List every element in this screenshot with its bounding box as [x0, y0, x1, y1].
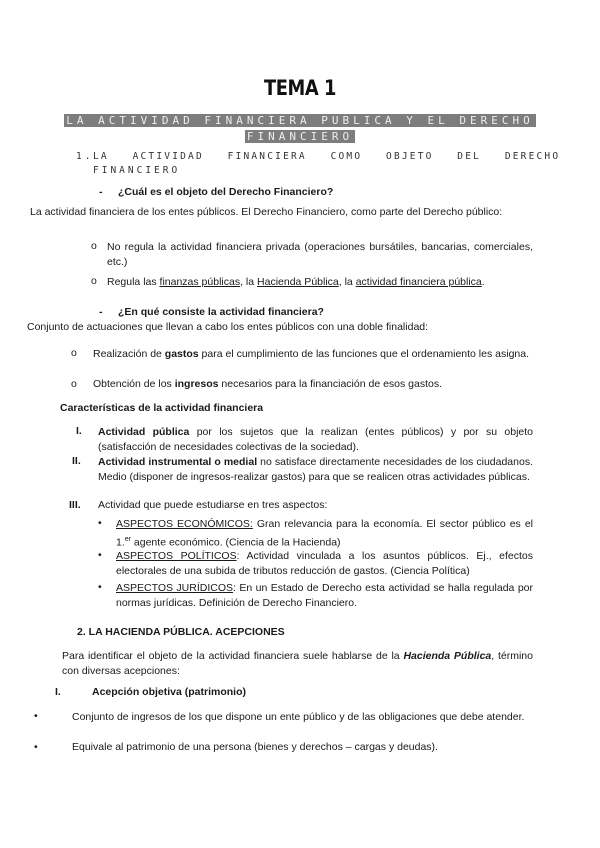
- section-1-heading: LA ACTIVIDAD FINANCIERA COMO OBJETO DEL DERECHO: [93, 151, 561, 162]
- list-item: Conjunto de ingresos de los que dispone un ente público y de las obligaciones que debe atender.: [72, 711, 525, 723]
- text: Gran relevancia para la economía. El sector público es el 1.: [116, 518, 533, 549]
- text: , término con diversas acepciones:: [62, 650, 533, 677]
- text: no satisface directamente necesidades de los ciudadanos. Medio (disponer de ingresos-realizar gastos) para que se realicen otras actividades públicas.: [98, 456, 533, 483]
- text: : En un Estado de Derecho esta actividad se halla regulada por normas jurídicas. Definición de Derecho Financiero.: [116, 582, 533, 609]
- list-item: [93, 347, 537, 362]
- text: necesarios para la financiación de esos gastos.: [218, 378, 443, 390]
- bullet: •: [98, 549, 102, 561]
- circle-bullet: o: [71, 378, 77, 390]
- dash-marker: -: [99, 186, 103, 198]
- text: Regula las: [107, 276, 160, 288]
- text: agente económico. (Ciencia de la Hacienda): [131, 536, 341, 549]
- bold-term: ingresos: [174, 378, 219, 390]
- characteristic-item: [98, 425, 533, 455]
- circle-bullet: o: [91, 240, 97, 252]
- roman-numeral: I.: [55, 686, 61, 698]
- paragraph: [62, 649, 533, 679]
- paragraph: Conjunto de actuaciones que llevan a cabo los entes públicos con una doble finalidad:: [27, 321, 429, 333]
- text: para el cumplimiento de las funciones que el ordenamiento les asigna.: [198, 348, 530, 360]
- dash-marker: -: [99, 306, 103, 318]
- italic-term: Hacienda Pública: [403, 650, 492, 662]
- aspect-item: [116, 581, 533, 611]
- text: Obtención de los: [93, 378, 175, 390]
- text: : Actividad vinculada a los asuntos públicos. Ej., efectos electorales de una subida de tributos reducción de gastos. (Ciencia Política): [116, 550, 534, 577]
- bullet: •: [98, 581, 102, 593]
- characteristic-item: Actividad que puede estudiarse en tres aspectos:: [98, 499, 328, 511]
- bullet: •: [98, 517, 102, 529]
- section-2-heading: 2. LA HACIENDA PÚBLICA. ACEPCIONES: [77, 626, 285, 638]
- aspect-item: [116, 517, 533, 551]
- roman-numeral: III.: [69, 499, 81, 511]
- bold-term: Actividad pública: [98, 426, 190, 438]
- list-item: [107, 275, 485, 290]
- question-heading: ¿Cuál es el objeto del Derecho Financiero?: [118, 186, 334, 198]
- text: Realización de: [93, 348, 165, 360]
- banner-line-1: LA ACTIVIDAD FINANCIERA PUBLICA Y EL DERECHO: [66, 114, 534, 127]
- characteristic-item: [98, 455, 533, 485]
- superscript: er: [124, 536, 131, 543]
- chapter-banner: [0, 113, 600, 145]
- circle-bullet: o: [71, 347, 77, 359]
- document-title: TEMA 1: [263, 76, 337, 100]
- characteristics-heading: Características de la actividad financiera: [60, 402, 264, 414]
- aspect-label: ASPECTOS ECONÓMICOS:: [116, 518, 253, 530]
- question-heading: ¿En qué consiste la actividad financiera?: [118, 306, 324, 318]
- list-item: Equivale al patrimonio de una persona (bienes y derechos – cargas y deudas).: [72, 741, 438, 753]
- text: , la: [240, 276, 258, 288]
- text: Para identificar el objeto de la actividad financiera suele hablarse de la: [62, 650, 404, 662]
- section-1-number: 1.: [76, 151, 94, 162]
- underlined-term: actividad financiera pública: [355, 276, 482, 288]
- bullet: •: [34, 741, 38, 753]
- aspect-label: ASPECTOS POLÍTICOS: [116, 550, 237, 562]
- banner-line-2: FINANCIERO: [246, 130, 354, 143]
- text: por los sujetos que la realizan (entes públicos) y por su objeto (satisfacción de necesidades colectivas de la sociedad).: [98, 426, 533, 453]
- aspect-label: ASPECTOS JURÍDICOS: [116, 582, 234, 594]
- circle-bullet: o: [91, 275, 97, 287]
- list-item: [93, 378, 442, 390]
- section-1-heading-cont: FINANCIERO: [93, 165, 181, 176]
- bold-term: Actividad instrumental o medial: [98, 456, 258, 468]
- list-item: No regula la actividad financiera privada (operaciones bursátiles, bancarias, comerciales, etc.): [107, 241, 533, 268]
- text: .: [481, 276, 485, 288]
- text: , la: [338, 276, 356, 288]
- subsection-heading: Acepción objetiva (patrimonio): [92, 686, 247, 698]
- bullet: •: [34, 710, 38, 722]
- aspect-item: [116, 549, 533, 579]
- roman-numeral: I.: [76, 425, 82, 437]
- bold-term: gastos: [164, 348, 199, 360]
- roman-numeral: II.: [72, 455, 81, 467]
- paragraph: La actividad financiera de los entes públicos. El Derecho Financiero, como parte del Derecho público:: [30, 206, 503, 218]
- underlined-term: Hacienda Pública: [257, 276, 339, 288]
- underlined-term: finanzas públicas: [159, 276, 241, 288]
